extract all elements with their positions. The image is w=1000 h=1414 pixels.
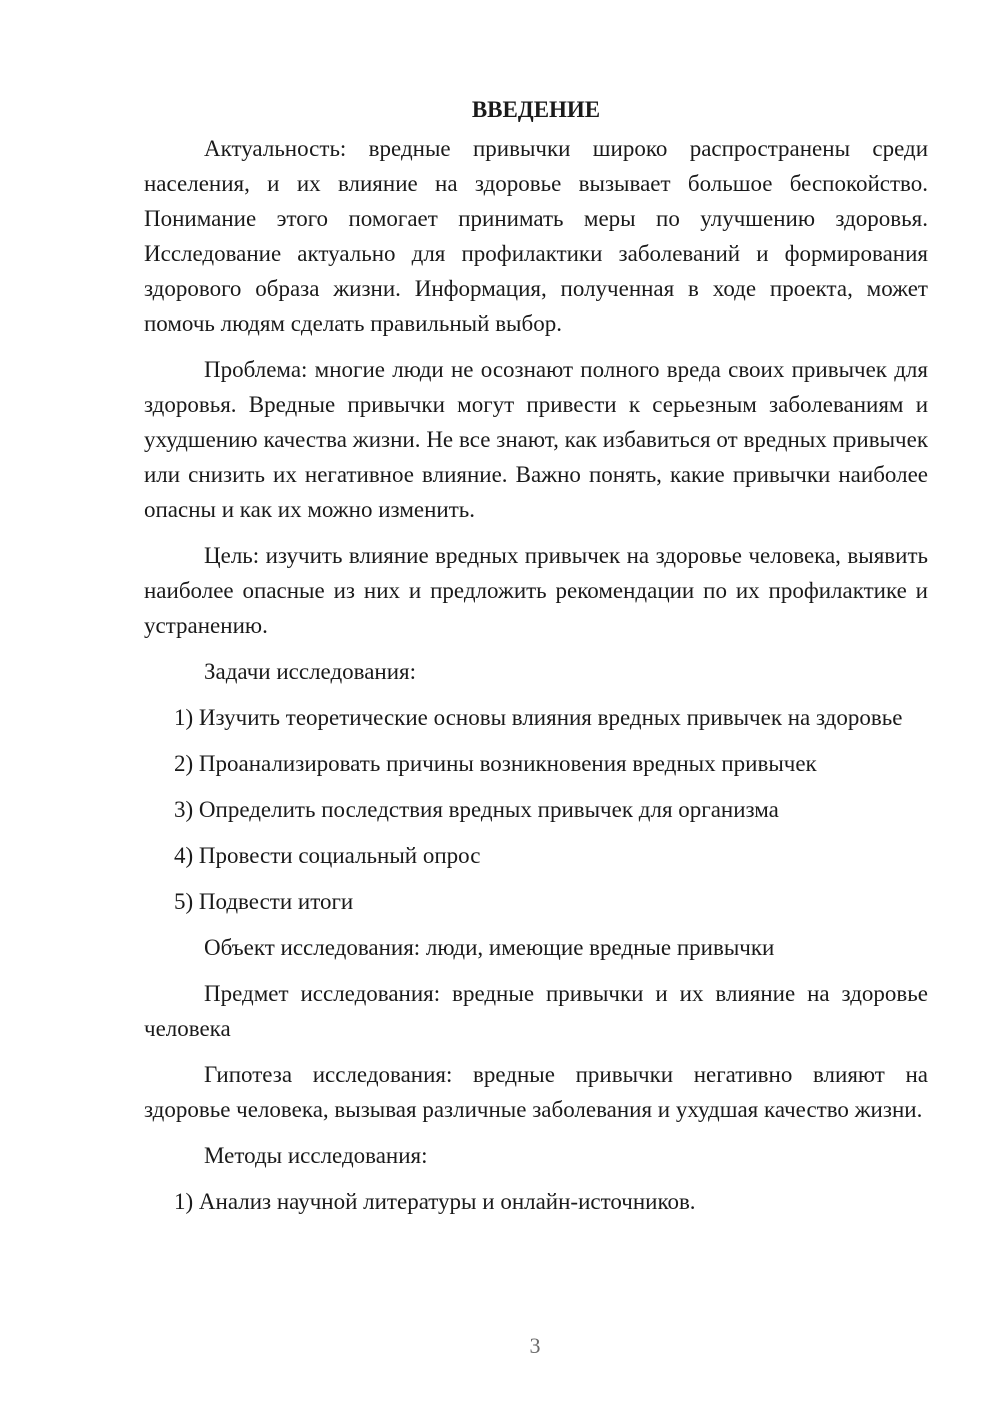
- list-item: 1) Изучить теоретические основы влияния вредных привычек на здоровье: [174, 705, 903, 730]
- subject-paragraph: Предмет исследования: вредные привычки и их влияние на здоровье человека: [144, 981, 928, 1041]
- list-item: 4) Провести социальный опрос: [174, 843, 481, 868]
- hypothesis-paragraph: Гипотеза исследования: вредные привычки негативно влияют на здоровье человека, вызывая различные заболевания и ухудшая качество жизни.: [144, 1062, 928, 1122]
- list-item: 5) Подвести итоги: [174, 889, 354, 914]
- goal-paragraph: Цель: изучить влияние вредных привычек на здоровье человека, выявить наиболее опасные из них и предложить рекомендации по их профилактике и устранению.: [144, 543, 928, 638]
- page-number: 3: [529, 1333, 541, 1358]
- object-paragraph: Объект исследования: люди, имеющие вредные привычки: [204, 935, 775, 960]
- methods-heading: Методы исследования:: [204, 1143, 428, 1168]
- relevance-paragraph: Актуальность: вредные привычки широко распространены среди населения, и их влияние на здоровье вызывает большое беспокойство. Понимание этого помогает принимать меры по улучшению здоровья. Исследование актуально для профилактики заболеваний и формирования здорового образа жизни. Информация, полученная в ходе проекта, может помочь людям сделать правильный выбор.: [144, 136, 928, 336]
- tasks-list: [144, 700, 928, 919]
- list-item: 1) Анализ научной литературы и онлайн-источников.: [174, 1189, 696, 1214]
- list-item: 2) Проанализировать причины возникновения вредных привычек: [174, 751, 817, 776]
- page-title: ВВЕДЕНИЕ: [471, 97, 601, 122]
- list-item: 3) Определить последствия вредных привычек для организма: [174, 797, 779, 822]
- tasks-heading: Задачи исследования:: [204, 659, 417, 684]
- problem-paragraph: Проблема: многие люди не осознают полного вреда своих привычек для здоровья. Вредные привычки могут привести к серьезным заболеваниям и ухудшению качества жизни. Не все знают, как избавиться от вредных привычек или снизить их негативное влияние. Важно понять, какие привычки наиболее опасны и как их можно изменить.: [144, 357, 928, 522]
- methods-list: [144, 1184, 928, 1219]
- page-content: [144, 92, 928, 1230]
